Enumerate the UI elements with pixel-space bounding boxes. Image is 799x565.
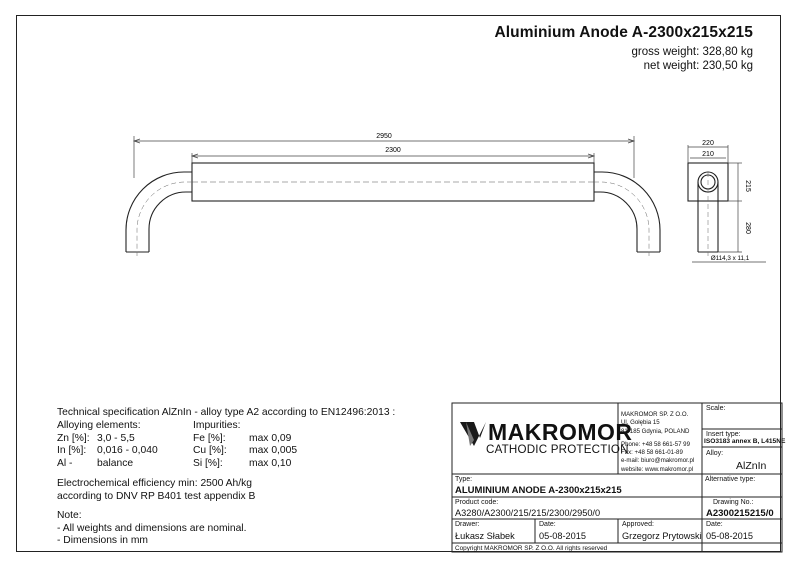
spec-element: Zn [%]: <box>57 432 90 444</box>
company-phone: Phone: +48 58 661-57 99 <box>621 440 690 448</box>
scale-label: Scale: <box>706 405 726 412</box>
company-website: website: www.makromor.pl <box>621 465 694 473</box>
spec-impurity: Cu [%]: <box>193 445 227 457</box>
spec-row <box>57 458 437 471</box>
gross-weight: gross weight: 328,80 kg <box>631 46 753 58</box>
side-view <box>688 163 728 256</box>
dim-side-outer: 220 <box>702 140 714 147</box>
approved-label: Approved: <box>622 521 654 528</box>
product-code-label: Product code: <box>455 499 499 506</box>
type-label: Type: <box>455 476 473 483</box>
spec-value: 3,0 - 5,5 <box>97 432 135 444</box>
insert-type-value: ISO3183 annex B, L415NE <box>704 438 786 445</box>
spec-impurity: Si [%]: <box>193 458 223 470</box>
company-city: 81-185 Gdynia, POLAND <box>621 427 690 435</box>
spec-max: max 0,09 <box>249 432 292 444</box>
insert-type-label: Insert type: <box>706 431 741 438</box>
spec-row <box>57 433 437 446</box>
spec-max: max 0,10 <box>249 458 292 470</box>
dim-core-diameter: Ø114,3 x 11,1 <box>710 255 750 262</box>
spec-row <box>57 445 437 458</box>
net-weight: net weight: 230,50 kg <box>643 60 753 72</box>
technical-specification <box>57 407 437 471</box>
alloy-value: AlZnIn <box>736 460 767 472</box>
spec-max: max 0,005 <box>249 445 298 457</box>
spec-heading: Technical specification AlZnIn - alloy type A2 according to EN12496:2013 : <box>57 407 396 418</box>
dim-side-inner: 210 <box>702 151 714 158</box>
dim-side-height: 215 <box>744 180 751 192</box>
drawing-no-label: Drawing No.: <box>713 499 754 506</box>
efficiency-line-2: according to DNV RP B401 test appendix B <box>57 490 256 502</box>
drawer-label: Drawer: <box>455 521 480 528</box>
date2-label: Date: <box>706 521 723 528</box>
dimension-overall <box>134 136 634 178</box>
dim-overall-length: 2950 <box>376 133 392 140</box>
date-label: Date: <box>539 521 556 528</box>
logo-subtitle: CATHODIC PROTECTION <box>486 443 629 456</box>
alloy-label: Alloy: <box>706 450 724 457</box>
notes-block <box>57 510 246 548</box>
product-code-value: A3280/A2300/215/215/2300/2950/0 <box>455 508 601 518</box>
left-insert <box>126 172 192 256</box>
copyright: Copyright MAKROMOR SP. Z O.O. All rights reserved <box>455 545 608 552</box>
company-name: MAKROMOR SP. Z O.O. <box>621 411 689 418</box>
company-fax: Fax: +48 58 661-01-89 <box>621 449 683 457</box>
date-value: 05-08-2015 <box>539 531 586 541</box>
note-label: Note: <box>57 510 82 521</box>
company-address <box>621 411 694 474</box>
spec-value: 0,016 - 0,040 <box>97 445 158 457</box>
logo-name: MAKROMOR <box>488 419 633 445</box>
dim-insert-height: 280 <box>744 222 751 234</box>
efficiency-block <box>57 478 255 503</box>
company-email: e-mail: biuro@makromor.pl <box>621 457 695 465</box>
drawing-no-value: A2300215215/0 <box>706 508 774 519</box>
note-1: - All weights and dimensions are nominal. <box>57 522 247 534</box>
note-2: - Dimensions in mm <box>57 535 148 547</box>
approved-value: Grzegorz Prytowski <box>622 531 702 541</box>
right-insert <box>594 172 660 256</box>
type-value: ALUMINIUM ANODE A-2300x215x215 <box>455 485 622 496</box>
makromor-logo-icon <box>460 422 486 446</box>
spec-impurity: Fe [%]: <box>193 432 226 444</box>
date2-value: 05-08-2015 <box>706 531 753 541</box>
spec-value: balance <box>97 458 134 470</box>
spec-element: In [%]: <box>57 445 87 457</box>
efficiency-line-1: Electrochemical efficiency min: 2500 Ah/kg <box>57 478 252 489</box>
company-street: Ul. Gołębia 15 <box>621 419 660 427</box>
dim-body-length: 2300 <box>385 147 401 154</box>
drawing-title: Aluminium Anode A-2300x215x215 <box>494 24 753 41</box>
alloying-elements-label: Alloying elements: <box>57 419 141 431</box>
spec-element: Al - <box>57 458 73 470</box>
impurities-label: Impurities: <box>193 419 241 431</box>
alternative-type-label: Alternative type: <box>705 476 756 483</box>
anode-body <box>192 163 594 201</box>
drawer-value: Łukasz Słabek <box>455 531 515 541</box>
